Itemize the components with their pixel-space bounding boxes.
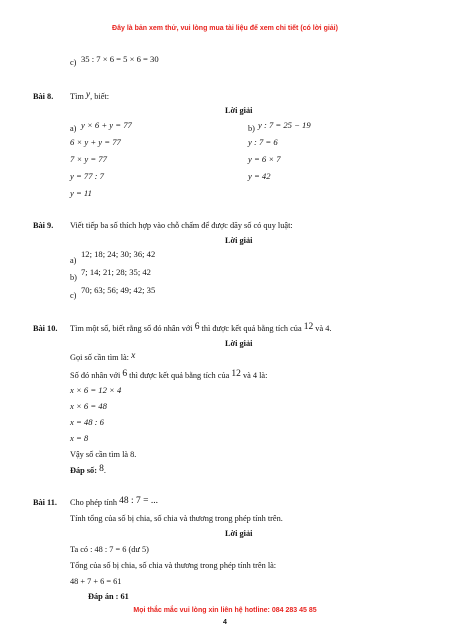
bai8-b-line-3: y = 6 × 7 <box>248 154 281 164</box>
bai10-answer <box>70 464 106 477</box>
bai8-number: Bài 8. <box>33 92 54 101</box>
bai8-a-line-2: 6 × y + y = 77 <box>70 137 121 147</box>
bai10-n6: 6 <box>194 322 200 332</box>
bai10-line-1-var: x <box>131 351 136 361</box>
bai10-line-2-n12: 12 <box>231 369 241 379</box>
bai8-var: y <box>85 90 91 100</box>
bai10-line-1 <box>70 351 136 364</box>
bai11-p2: Tính tổng của số bị chia, số chia và thương trong phép tính trên. <box>70 514 283 523</box>
bai10-answer-value: 8 <box>99 464 104 474</box>
bai10-line-2-a: Số đó nhân với <box>70 371 121 380</box>
bai8-solution-heading: Lời giải <box>225 106 253 115</box>
bai10-math-1: x × 6 = 12 × 4 <box>70 385 122 395</box>
bai10-line-2-c: và 4 là: <box>242 371 268 380</box>
bai10-conclusion: Vậy số cần tìm là 8. <box>70 450 137 459</box>
bai8-a-line-1: y × 6 + y = 77 <box>81 120 132 130</box>
bai9-c-label: c) <box>70 291 77 300</box>
bai10-prompt <box>70 322 332 335</box>
bai10-p1: Tìm một số, biết rằng số đó nhân với <box>70 324 193 333</box>
bai9-a-label: a) <box>70 256 77 265</box>
bai10-line-2 <box>70 369 268 382</box>
bai11-line-3: 48 + 7 + 6 = 61 <box>70 577 122 586</box>
bai8-b-line-4: y = 42 <box>248 171 271 181</box>
bai9-a-sequence: 12; 18; 24; 30; 36; 42 <box>81 249 156 259</box>
bai10-p2: thì được kết quả bằng tích của <box>201 324 302 333</box>
bai9-prompt: Viết tiếp ba số thích hợp vào chỗ chấm để được dãy số có quy luật: <box>70 221 293 230</box>
bai8-a-label: a) <box>70 124 77 133</box>
bai11-line-1: Ta có : 48 : 7 = 6 (dư 5) <box>70 545 149 554</box>
bai11-prompt <box>70 496 158 509</box>
bai8-a-line-5: y = 11 <box>70 188 92 198</box>
bai8-a-line-4: y = 77 : 7 <box>70 171 104 181</box>
prev-expression: 35 : 7 × 6 = 5 × 6 = 30 <box>81 54 159 64</box>
bai8-b-line-1: y : 7 = 25 − 19 <box>258 120 311 130</box>
bai8-b-line-2: y : 7 = 6 <box>248 137 278 147</box>
bai10-p3: và 4. <box>315 324 332 333</box>
bai10-solution-heading: Lời giải <box>225 339 253 348</box>
bai10-line-1-text: Gọi số cần tìm là: <box>70 353 129 362</box>
bai10-answer-dot: . <box>103 466 106 475</box>
page-number: 4 <box>223 619 227 626</box>
bai9-b-label: b) <box>70 273 77 282</box>
bai9-b-sequence: 7; 14; 21; 28; 35; 42 <box>81 267 151 277</box>
bai10-math-3: x = 48 : 6 <box>70 417 104 427</box>
bai10-line-2-n6: 6 <box>122 369 128 379</box>
footer-banner: Mọi thắc mắc vui lòng xin liên hệ hotline: 084 283 45 85 <box>133 607 317 614</box>
bai8-prompt-pre: Tìm <box>70 92 84 101</box>
bai11-expression: 48 : 7 = ... <box>119 496 158 506</box>
bai9-c-sequence: 70; 63; 56; 49; 42; 35 <box>81 285 156 295</box>
bai10-number: Bài 10. <box>33 324 58 333</box>
header-banner: Đây là bản xem thử, vui lòng mua tài liệu để xem chi tiết (có lời giải) <box>112 25 338 32</box>
bai11-p1: Cho phép tính <box>70 498 118 507</box>
bai8-a-line-3: 7 × y = 77 <box>70 154 107 164</box>
bai11-line-2: Tổng của số bị chia, số chia và thương trong phép tính trên là: <box>70 561 277 570</box>
bai10-answer-label: Đáp số: <box>70 466 97 475</box>
bai10-math-2: x × 6 = 48 <box>70 401 107 411</box>
prev-label: c) <box>70 58 77 67</box>
bai10-line-2-b: thì được kết quả bằng tích của <box>129 371 230 380</box>
bai11-answer: Đáp án : 61 <box>88 592 129 601</box>
bai10-math-4: x = 8 <box>70 433 89 443</box>
bai8-b-label: b) <box>248 124 255 133</box>
bai11-number: Bài 11. <box>33 498 57 507</box>
bai9-solution-heading: Lời giải <box>225 236 253 245</box>
bai8-prompt-post: , biết: <box>90 92 110 101</box>
bai9-number: Bài 9. <box>33 221 54 230</box>
bai10-n12: 12 <box>303 322 314 332</box>
bai11-solution-heading: Lời giải <box>225 529 253 538</box>
bai8-prompt <box>70 90 110 103</box>
